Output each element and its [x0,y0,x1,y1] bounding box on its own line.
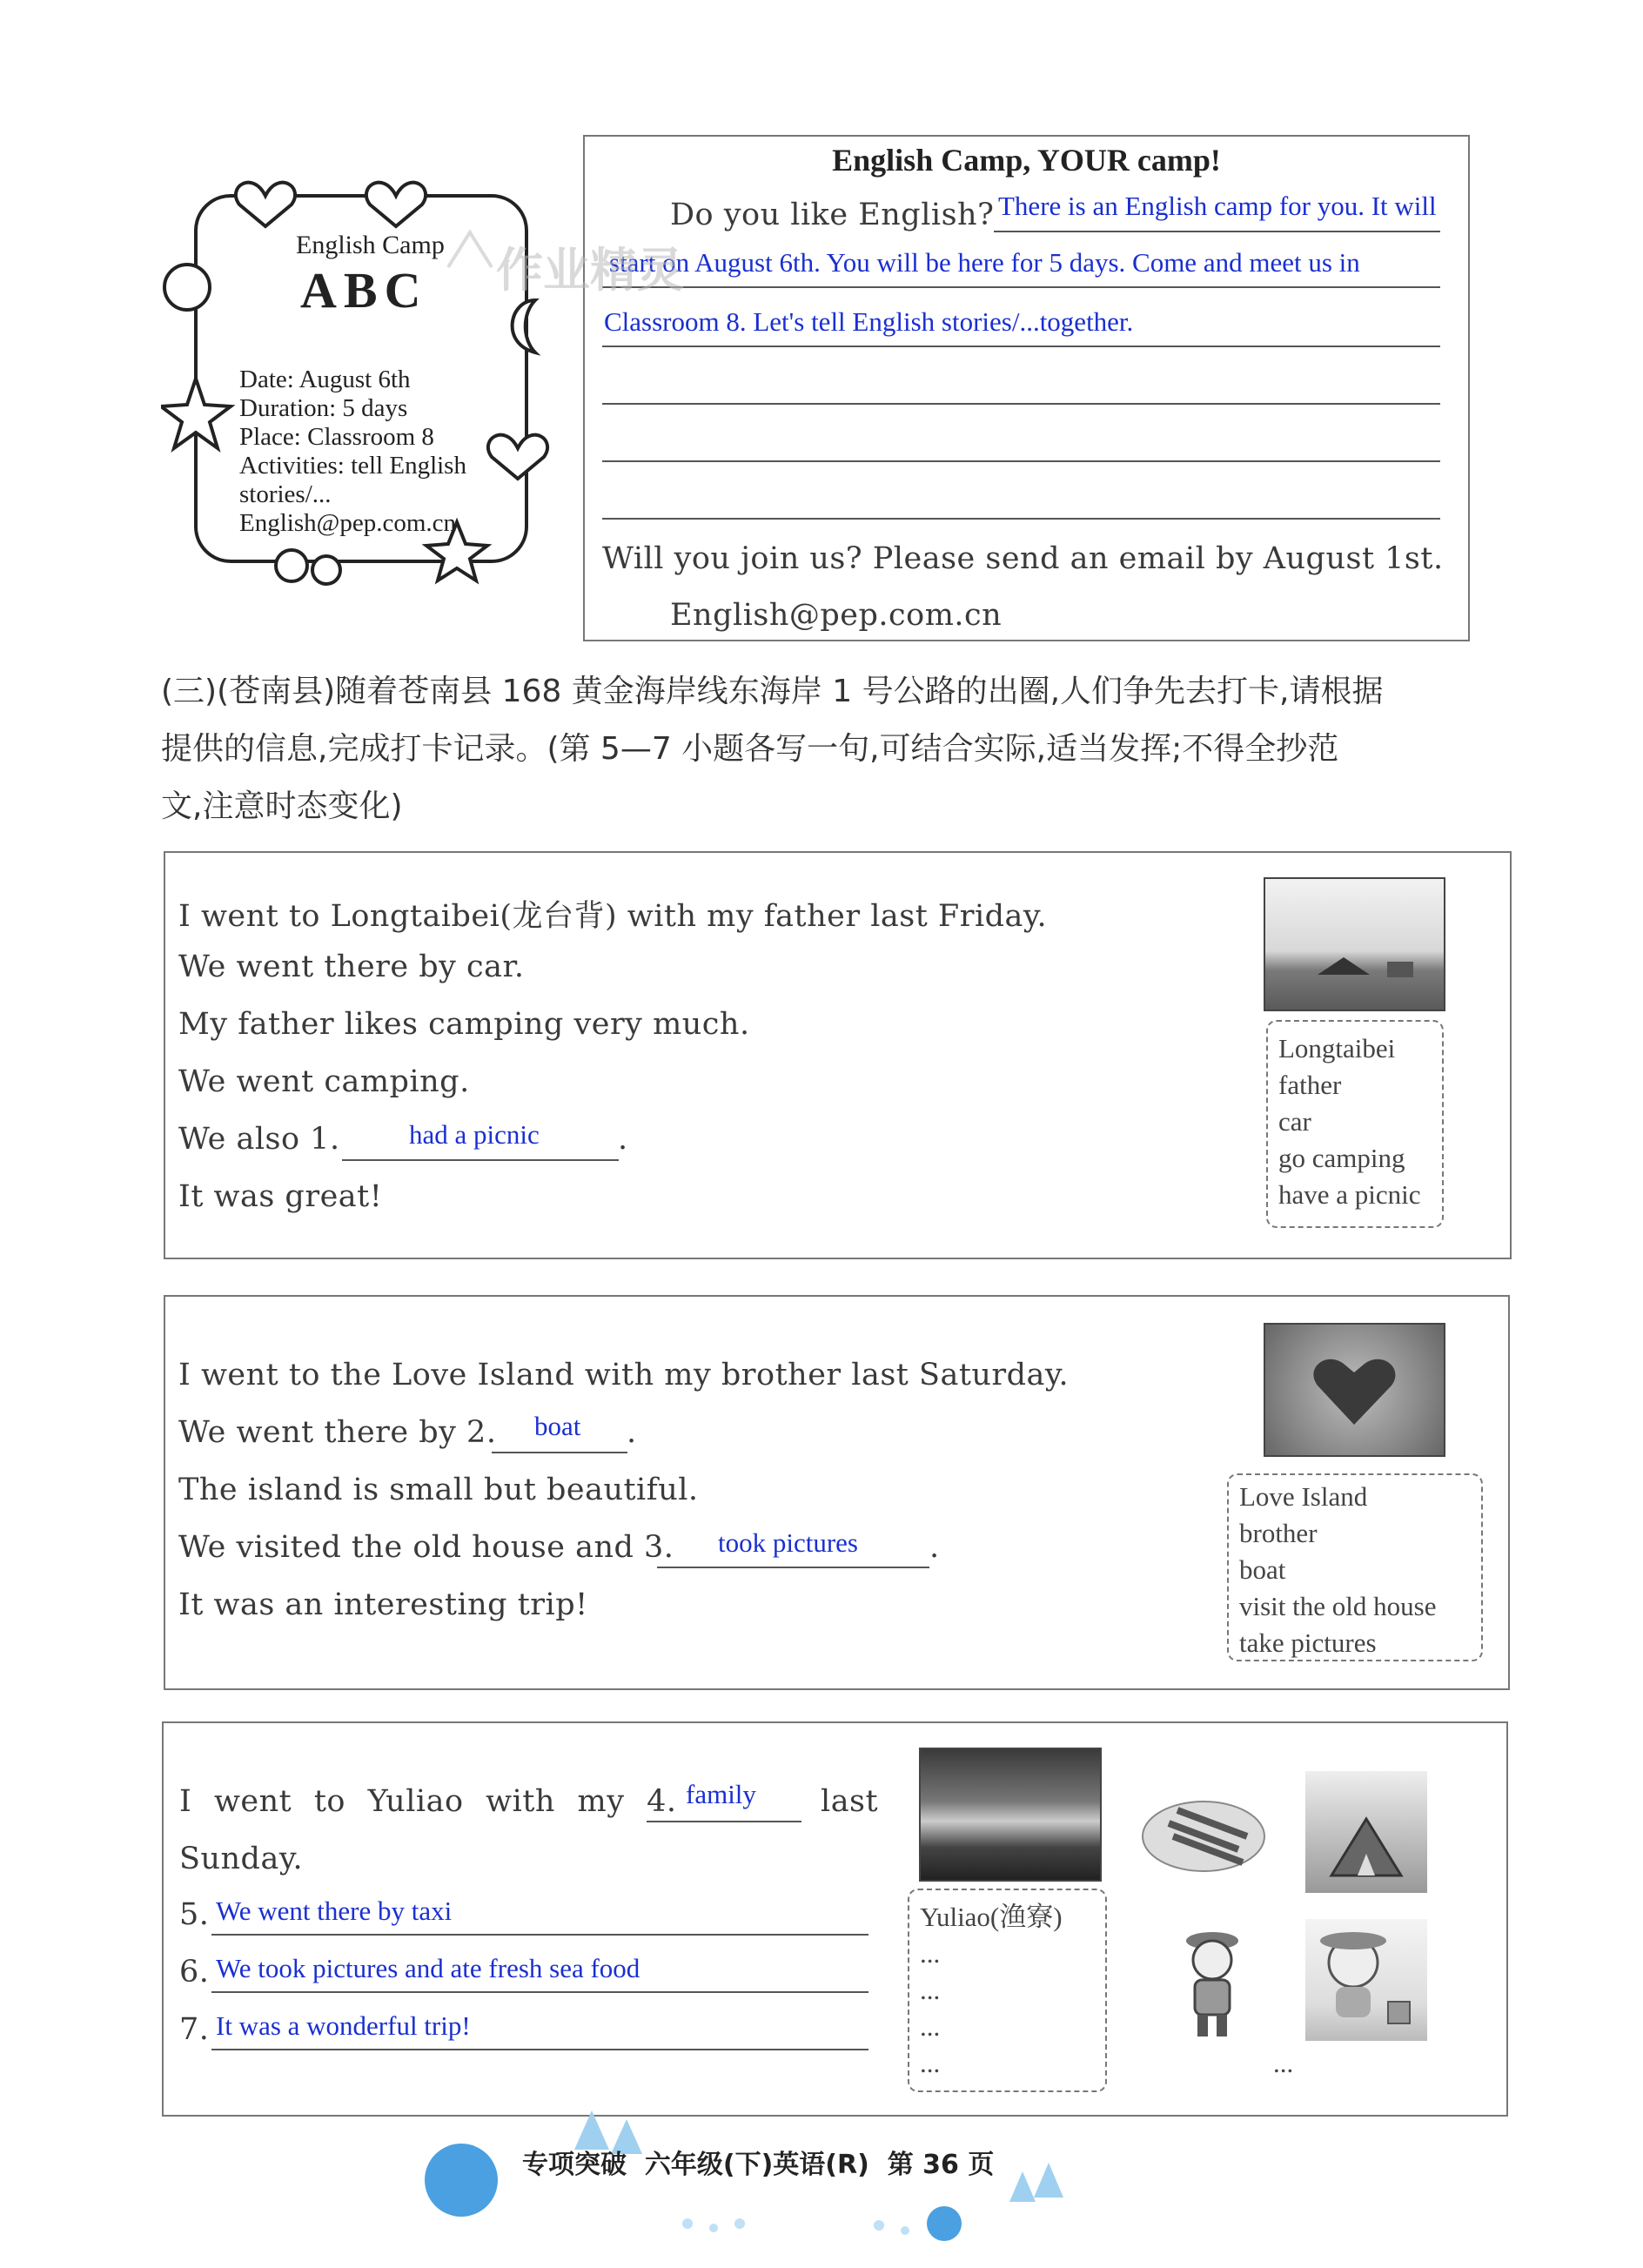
box3-q4-suffix: last [821,1784,879,1819]
box3-q4-answer: family [686,1779,756,1809]
answer-rule-2 [602,286,1440,288]
box2-line-last: It was an interesting trip! [178,1587,588,1622]
item-6-num: 6. [179,1955,210,1990]
item-5-answer: We went there by taxi [216,1896,453,1926]
box2-hint-2: brother [1239,1518,1318,1548]
box3-hints [908,1889,1107,2092]
section3-instructions [161,663,1383,835]
box2-q3-answer: took pictures [718,1527,858,1558]
answer-line-2: start on August 6th. You will be here for 5 days. Come and meet us in [609,247,1360,278]
box1-q1-blank[interactable] [342,1159,619,1161]
poster-email: English@pep.com.cn [239,509,456,537]
box3-q4-blank[interactable] [647,1821,801,1822]
box2-hint-3: boat [1239,1554,1286,1585]
poster-date: Date: August 6th [239,366,411,393]
box1-hint-2: father [1278,1070,1342,1100]
box1-hint-4: go camping [1278,1143,1405,1173]
answer-line-3: Classroom 8. Let's tell English stories/...together. [604,306,1134,337]
box1-hints [1266,1020,1444,1228]
box2-hint-1: Love Island [1239,1481,1368,1512]
yuliao-coast-photo [919,1748,1102,1882]
watermark-text: 作业精灵 [496,243,684,298]
box1-q1-suffix: . [618,1122,628,1157]
box2-q3-blank[interactable] [657,1567,929,1568]
longtaibei-photo [1264,877,1445,1011]
record-box-2 [164,1295,1510,1690]
invite-email: English@pep.com.cn [670,598,1003,633]
box1-line-3: My father likes camping very much. [178,1007,750,1042]
item-5-line[interactable] [211,1934,868,1936]
love-island-photo [1264,1323,1445,1457]
box2-q3-prefix: We visited the old house and 3. [178,1530,674,1565]
box2-line-3: The island is small but beautiful. [178,1473,699,1507]
box1-line-1: I went to Longtaibei(龙台背) with my father last Friday. [178,899,1048,934]
answer-rule-5 [602,460,1440,462]
box2-line-1: I went to the Love Island with my brother last Saturday. [178,1358,1070,1392]
answer-rule-3 [602,346,1440,347]
answer-line-1: There is an English camp for you. It will [998,191,1437,221]
seafood-image [1134,1771,1278,1902]
item-7-line[interactable] [211,2049,868,2050]
girl-beach-image [1305,1919,1427,2041]
invite-title: English Camp, YOUR camp! [832,143,1221,178]
answer-rule-6 [602,518,1440,520]
invite-closing: Will you join us? Please send an email by August 1st. [602,541,1444,576]
item-6-line[interactable] [211,1991,868,1993]
item-5-num: 5. [179,1897,210,1932]
box2-hint-4: visit the old house [1239,1591,1437,1621]
record-box-3 [162,1721,1508,2117]
poster-letters: ABC [300,262,428,319]
box1-q1-answer: had a picnic [409,1119,540,1150]
box3-hint-4: ... [920,2011,941,2042]
box3-hint-2: ... [920,1938,941,1969]
poster-title: English Camp [296,231,445,259]
box1-line-2: We went there by car. [178,949,525,984]
box1-hint-5: have a picnic [1278,1179,1421,1210]
box2-q2-blank[interactable] [492,1452,627,1453]
poster-duration: Duration: 5 days [239,394,408,422]
poster-place: Place: Classroom 8 [239,423,434,451]
box3-hint-1: Yuliao(渔寮) [920,1902,1063,1932]
poster-details [239,366,466,538]
tent-image [1305,1771,1427,1893]
box3-ellipsis: ... [1273,2048,1294,2078]
box2-hints [1227,1473,1483,1661]
watermark-logo [444,228,496,275]
box2-hint-5: take pictures [1239,1627,1377,1658]
boy-image [1173,1923,1251,2041]
box1-line-last: It was great! [178,1179,383,1214]
box3-q4-prefix: I went to Yuliao with my 4. [179,1784,677,1819]
box1-q1-prefix: We also 1. [178,1122,340,1157]
footer-text: 专项突破 六年级(下)英语(R) 第 36 页 [522,2150,995,2180]
box2-q2-prefix: We went there by 2. [178,1415,497,1450]
record-box-1 [164,851,1512,1259]
instructions-line-2: 提供的信息,完成打卡记录。(第 5—7 小题各写一句,可结合实际,适当发挥;不得全抄范 [161,731,1339,767]
box2-q2-suffix: . [627,1415,637,1450]
camp-poster [161,170,561,587]
box3-hint-5: ... [920,2048,941,2078]
box2-q2-answer: boat [534,1411,581,1441]
item-7-num: 7. [179,2012,210,2047]
instructions-line-3: 文,注意时态变化) [161,788,403,824]
box3-line-2: Sunday. [179,1842,304,1876]
invite-question: Do you like English? [670,198,995,232]
instructions-line-1: (三)(苍南县)随着苍南县 168 黄金海岸线东海岸 1 号公路的出圈,人们争先去打卡,请根据 [161,674,1384,709]
poster-activities-cont: stories/... [239,480,332,508]
answer-rule-4 [602,403,1440,405]
box1-hint-1: Longtaibei [1278,1033,1396,1064]
item-7-answer: It was a wonderful trip! [216,2010,471,2041]
box1-line-4: We went camping. [178,1064,470,1099]
box1-hint-3: car [1278,1106,1311,1137]
invite-box [583,135,1470,641]
answer-rule-1 [994,231,1440,232]
box2-q3-suffix: . [929,1530,940,1565]
poster-activities: Activities: tell English [239,452,466,480]
box3-hint-3: ... [920,1975,941,2005]
item-6-answer: We took pictures and ate fresh sea food [216,1953,640,1983]
